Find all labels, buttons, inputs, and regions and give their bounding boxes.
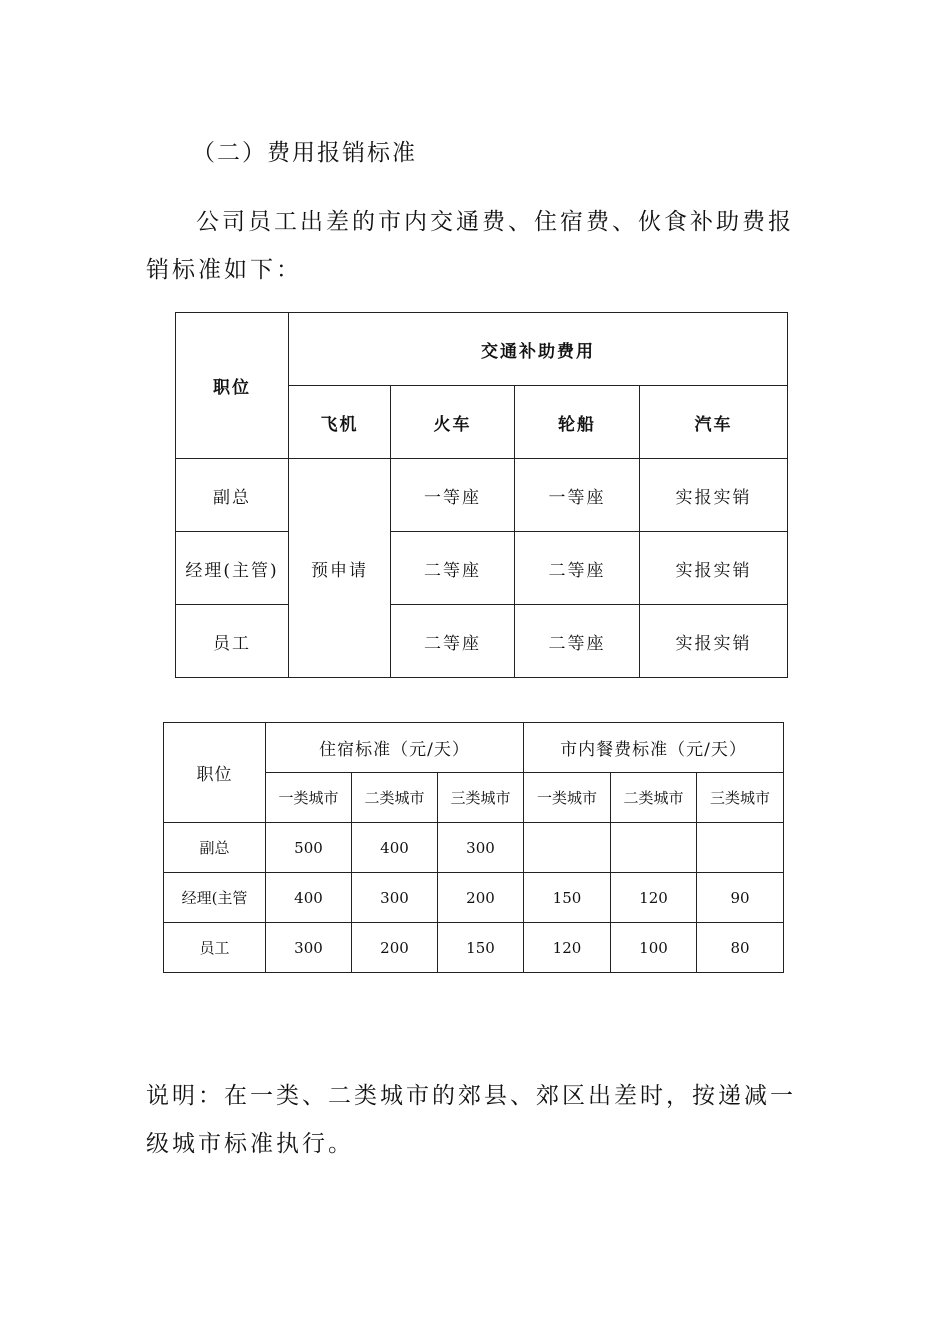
- position-cell: 副总: [176, 459, 289, 532]
- table-row: [176, 459, 788, 532]
- value-cell: 90: [697, 873, 784, 923]
- meal-header: 市内餐费标准（元/天）: [524, 723, 784, 773]
- section-heading: （二）费用报销标准: [192, 140, 417, 166]
- position-header: 职位: [164, 723, 266, 823]
- value-cell: 400: [266, 873, 352, 923]
- city-class-header: 二类城市: [352, 773, 438, 823]
- intro-paragraph: 公司员工出差的市内交通费、住宿费、伙食补助费报销标准如下：: [146, 209, 794, 283]
- value-cell: 300: [352, 873, 438, 923]
- value-cell: 80: [697, 923, 784, 973]
- mode-header-train: 火车: [391, 386, 515, 459]
- ship-cell: 二等座: [515, 605, 640, 678]
- mode-header-bus: 汽车: [640, 386, 788, 459]
- lodging-header: 住宿标准（元/天）: [266, 723, 524, 773]
- city-class-header: 一类城市: [266, 773, 352, 823]
- table-row: [164, 873, 784, 923]
- table-row: [164, 923, 784, 973]
- city-class-header: 一类城市: [524, 773, 611, 823]
- bus-cell: 实报实销: [640, 605, 788, 678]
- value-cell: 120: [611, 873, 697, 923]
- position-cell: 员工: [176, 605, 289, 678]
- train-cell: 二等座: [391, 532, 515, 605]
- value-cell: 400: [352, 823, 438, 873]
- value-cell: 200: [438, 873, 524, 923]
- ship-cell: 一等座: [515, 459, 640, 532]
- note-paragraph: 说明：在一类、二类城市的郊县、郊区出差时，按递减一级城市标准执行。: [146, 1083, 796, 1157]
- value-cell: [697, 823, 784, 873]
- value-cell: [611, 823, 697, 873]
- value-cell: 150: [438, 923, 524, 973]
- value-cell: [524, 823, 611, 873]
- mode-header-ship: 轮船: [515, 386, 640, 459]
- position-cell: 经理(主管): [176, 532, 289, 605]
- city-class-header: 二类城市: [611, 773, 697, 823]
- transport-group-header: 交通补助费用: [289, 313, 788, 386]
- value-cell: 500: [266, 823, 352, 873]
- train-cell: 一等座: [391, 459, 515, 532]
- value-cell: 100: [611, 923, 697, 973]
- mode-header-plane: 飞机: [289, 386, 391, 459]
- city-class-header: 三类城市: [438, 773, 524, 823]
- position-cell: 副总: [164, 823, 266, 873]
- position-cell: 经理(主管: [164, 873, 266, 923]
- table-row: [176, 532, 788, 605]
- plane-cell: 预申请: [289, 459, 391, 678]
- table-row: [176, 605, 788, 678]
- value-cell: 200: [352, 923, 438, 973]
- bus-cell: 实报实销: [640, 532, 788, 605]
- lodging-meal-table: [163, 722, 784, 973]
- value-cell: 300: [266, 923, 352, 973]
- city-class-header: 三类城市: [697, 773, 784, 823]
- position-cell: 员工: [164, 923, 266, 973]
- table-row: [164, 823, 784, 873]
- bus-cell: 实报实销: [640, 459, 788, 532]
- value-cell: 300: [438, 823, 524, 873]
- ship-cell: 二等座: [515, 532, 640, 605]
- transport-allowance-table: [175, 312, 788, 678]
- value-cell: 150: [524, 873, 611, 923]
- position-header: 职位: [176, 313, 289, 459]
- train-cell: 二等座: [391, 605, 515, 678]
- value-cell: 120: [524, 923, 611, 973]
